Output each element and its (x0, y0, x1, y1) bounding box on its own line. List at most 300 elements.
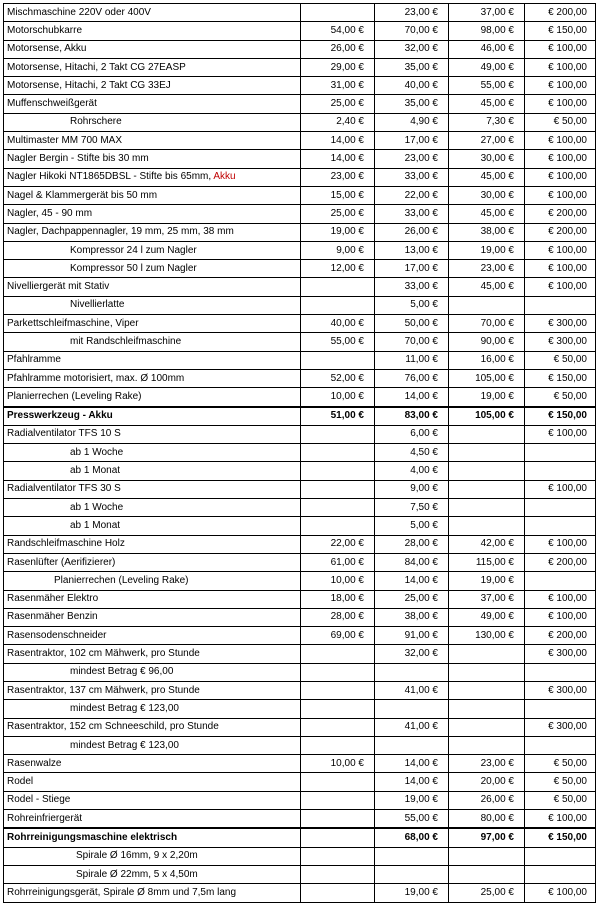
price-col1-cell (301, 369, 375, 387)
price-col1-cell (301, 462, 375, 480)
price-col1-cell (301, 865, 375, 883)
price-value: 26,00 € (404, 226, 438, 238)
item-name: Nivellierlatte (70, 299, 125, 311)
item-name: Motorsense, Hitachi, 2 Takt CG 33EJ (7, 79, 171, 91)
table-row (4, 223, 596, 241)
deposit-cell (525, 186, 596, 204)
price-value: 13,00 € (404, 244, 438, 256)
item-name-cell (4, 791, 301, 809)
price-col2-cell (375, 572, 449, 590)
price-value: € 200,00 (548, 207, 587, 219)
price-value: € 50,00 (553, 757, 587, 769)
item-name: Rodel - Stiege (7, 794, 71, 806)
table-row (4, 150, 596, 168)
price-value: 14,00 € (404, 757, 438, 769)
price-value: 130,00 € (475, 629, 514, 641)
price-value: 25,00 € (330, 207, 364, 219)
price-value: € 100,00 (548, 428, 587, 440)
item-name: Pfahlramme motorisiert, max. Ø 100mm (7, 372, 185, 384)
item-name: Nagler Hikoki NT1865DBSL - Stifte bis 65mm, (7, 171, 214, 183)
price-col3-cell (449, 333, 525, 351)
deposit-cell (525, 700, 596, 718)
price-col3-cell (449, 4, 525, 22)
table-row (4, 755, 596, 773)
price-col1-cell (301, 444, 375, 462)
price-col3-cell (449, 663, 525, 681)
price-value: 19,00 € (480, 390, 514, 402)
item-name: Motorsense, Hitachi, 2 Takt CG 27EASP (7, 61, 186, 73)
price-col1-cell (301, 480, 375, 498)
item-name-cell (4, 369, 301, 387)
price-col2-cell (375, 223, 449, 241)
item-name: Presswerkzeug - Akku (7, 410, 113, 422)
item-name-cell (4, 590, 301, 608)
price-col3-cell (449, 462, 525, 480)
item-name-cell (4, 681, 301, 699)
deposit-cell (525, 810, 596, 829)
item-name-cell (4, 22, 301, 40)
item-name: Rohrreinigungsmaschine elektrisch (7, 832, 178, 843)
item-name-cell (4, 168, 301, 186)
item-name: ab 1 Woche (70, 446, 124, 458)
price-value: 4,90 € (410, 116, 438, 128)
price-value: 19,00 € (404, 794, 438, 806)
deposit-cell (525, 535, 596, 553)
price-col1-cell (301, 791, 375, 809)
item-name-cell (4, 113, 301, 131)
price-value: 37,00 € (480, 6, 514, 18)
price-col2-cell (375, 205, 449, 223)
item-name-cell (4, 315, 301, 333)
price-col2-cell (375, 499, 449, 517)
price-value: 91,00 € (404, 629, 438, 641)
item-name: Kompressor 24 l zum Nagler (70, 244, 197, 256)
table-row (4, 315, 596, 333)
price-value: 29,00 € (330, 61, 364, 73)
item-name-cell (4, 480, 301, 498)
price-col3-cell (449, 40, 525, 58)
price-value: 22,00 € (404, 189, 438, 201)
table-row (4, 865, 596, 883)
deposit-cell (525, 4, 596, 22)
price-col1-cell (301, 168, 375, 186)
price-value: 4,00 € (410, 465, 438, 477)
price-col3-cell (449, 150, 525, 168)
deposit-cell (525, 150, 596, 168)
item-name: ab 1 Monat (70, 465, 121, 477)
table-row (4, 718, 596, 736)
price-col1-cell (301, 884, 375, 902)
table-row (4, 113, 596, 131)
table-row (4, 810, 596, 829)
price-value: 76,00 € (404, 372, 438, 384)
price-col2-cell (375, 58, 449, 76)
item-name-cell (4, 4, 301, 22)
deposit-cell (525, 590, 596, 608)
price-col1-cell (301, 40, 375, 58)
price-col3-cell (449, 847, 525, 865)
item-name: mit Randschleifmaschine (70, 335, 182, 347)
deposit-cell (525, 444, 596, 462)
price-value: 9,00 € (336, 244, 364, 256)
deposit-cell (525, 351, 596, 369)
price-col3-cell (449, 755, 525, 773)
price-value: 84,00 € (404, 556, 438, 568)
deposit-cell (525, 58, 596, 76)
price-value: 9,00 € (410, 483, 438, 495)
price-value: 105,00 € (475, 410, 514, 422)
table-row (4, 608, 596, 626)
price-col1-cell (301, 315, 375, 333)
deposit-cell (525, 205, 596, 223)
deposit-cell (525, 572, 596, 590)
price-col1-cell (301, 773, 375, 791)
price-col1-cell (301, 113, 375, 131)
price-col3-cell (449, 572, 525, 590)
price-value: 52,00 € (330, 372, 364, 384)
price-value: 25,00 € (480, 886, 514, 898)
price-value: 15,00 € (330, 189, 364, 201)
price-col1-cell (301, 278, 375, 296)
item-name-cell (4, 847, 301, 865)
item-name: Parkettschleifmaschine, Viper (7, 317, 139, 329)
deposit-cell (525, 333, 596, 351)
price-value: € 100,00 (548, 262, 587, 274)
table-row (4, 828, 596, 847)
price-value: € 100,00 (548, 43, 587, 55)
price-col1-cell (301, 333, 375, 351)
price-value: 12,00 € (330, 262, 364, 274)
price-value: € 100,00 (548, 812, 587, 824)
item-name-cell (4, 572, 301, 590)
price-value: 28,00 € (330, 611, 364, 623)
deposit-cell (525, 407, 596, 426)
price-value: € 150,00 (548, 410, 587, 422)
item-name-cell (4, 77, 301, 95)
item-name: Nagler Bergin - Stifte bis 30 mm (7, 153, 149, 165)
price-col2-cell (375, 388, 449, 407)
price-col2-cell (375, 755, 449, 773)
table-row (4, 517, 596, 535)
price-value: € 50,00 (553, 116, 587, 128)
price-value: € 100,00 (548, 98, 587, 110)
item-name: Radialventilator TFS 30 S (7, 483, 121, 495)
deposit-cell (525, 40, 596, 58)
price-value: 22,00 € (330, 538, 364, 550)
table-row (4, 296, 596, 314)
deposit-cell (525, 627, 596, 645)
item-name-cell (4, 260, 301, 278)
price-col3-cell (449, 791, 525, 809)
price-col2-cell (375, 333, 449, 351)
price-value: 90,00 € (480, 335, 514, 347)
price-col1-cell (301, 810, 375, 829)
deposit-cell (525, 22, 596, 40)
price-value: 45,00 € (480, 281, 514, 293)
price-value: 4,50 € (410, 446, 438, 458)
price-value: 23,00 € (404, 153, 438, 165)
price-value: € 200,00 (548, 629, 587, 641)
table-row (4, 168, 596, 186)
price-col3-cell (449, 205, 525, 223)
price-col2-cell (375, 132, 449, 150)
price-col1-cell (301, 517, 375, 535)
deposit-cell (525, 425, 596, 443)
price-col3-cell (449, 681, 525, 699)
table-row (4, 499, 596, 517)
price-value: € 200,00 (548, 6, 587, 18)
price-col3-cell (449, 407, 525, 426)
deposit-cell (525, 480, 596, 498)
price-col3-cell (449, 223, 525, 241)
price-col1-cell (301, 590, 375, 608)
deposit-cell (525, 223, 596, 241)
table-row (4, 186, 596, 204)
table-row (4, 480, 596, 498)
price-col2-cell (375, 535, 449, 553)
price-col2-cell (375, 351, 449, 369)
price-col3-cell (449, 369, 525, 387)
item-name-cell (4, 186, 301, 204)
price-col3-cell (449, 388, 525, 407)
table-row (4, 278, 596, 296)
price-col2-cell (375, 810, 449, 829)
table-row (4, 590, 596, 608)
price-value: 45,00 € (480, 207, 514, 219)
price-col3-cell (449, 132, 525, 150)
price-value: 35,00 € (404, 98, 438, 110)
price-value: 11,00 € (405, 354, 438, 366)
price-col3-cell (449, 627, 525, 645)
price-value: 37,00 € (480, 593, 514, 605)
deposit-cell (525, 388, 596, 407)
price-value: € 100,00 (548, 171, 587, 183)
price-col3-cell (449, 480, 525, 498)
item-name: ab 1 Woche (70, 501, 124, 513)
deposit-cell (525, 296, 596, 314)
price-value: 32,00 € (404, 648, 438, 660)
price-col2-cell (375, 681, 449, 699)
item-name: Rasentraktor, 102 cm Mähwerk, pro Stunde (7, 648, 200, 660)
price-col3-cell (449, 553, 525, 571)
highlight-text: Akku (213, 171, 236, 183)
deposit-cell (525, 260, 596, 278)
item-name-cell (4, 773, 301, 791)
price-value: 23,00 € (404, 6, 438, 18)
price-value: 40,00 € (404, 79, 438, 91)
table-row (4, 40, 596, 58)
price-col3-cell (449, 608, 525, 626)
price-value: 55,00 € (330, 335, 364, 347)
rental-price-table (3, 3, 596, 903)
item-name-cell (4, 627, 301, 645)
price-value: € 100,00 (548, 593, 587, 605)
item-name: Rasenwalze (7, 757, 62, 769)
table-row (4, 4, 596, 22)
item-name-cell (4, 425, 301, 443)
price-value: 61,00 € (330, 556, 364, 568)
price-value: 14,00 € (404, 390, 438, 402)
item-name: mindest Betrag € 96,00 (70, 666, 174, 678)
price-col1-cell (301, 736, 375, 754)
deposit-cell (525, 773, 596, 791)
table-row (4, 95, 596, 113)
price-value: 30,00 € (480, 153, 514, 165)
price-value: 41,00 € (404, 684, 438, 696)
price-col2-cell (375, 22, 449, 40)
item-name-cell (4, 388, 301, 407)
item-name: mindest Betrag € 123,00 (70, 702, 179, 714)
table-row (4, 681, 596, 699)
item-name: Nagler, 45 - 90 mm (7, 207, 93, 219)
price-value: € 100,00 (548, 611, 587, 623)
price-value: 20,00 € (480, 776, 514, 788)
price-value: 49,00 € (480, 61, 514, 73)
price-value: € 100,00 (548, 189, 587, 201)
price-table-body (4, 4, 596, 903)
deposit-cell (525, 681, 596, 699)
item-name-cell (4, 755, 301, 773)
price-col1-cell (301, 77, 375, 95)
price-value: 2,40 € (336, 116, 364, 128)
price-value: € 50,00 (553, 776, 587, 788)
price-col2-cell (375, 627, 449, 645)
item-name-cell (4, 40, 301, 58)
table-row (4, 205, 596, 223)
price-col3-cell (449, 278, 525, 296)
table-row (4, 627, 596, 645)
price-col2-cell (375, 241, 449, 259)
item-name-cell (4, 535, 301, 553)
price-col3-cell (449, 351, 525, 369)
item-name: Nagler, Dachpappennagler, 19 mm, 25 mm, 38 mm (7, 226, 234, 238)
item-name-cell (4, 553, 301, 571)
price-value: 19,00 € (480, 244, 514, 256)
item-name: Rohreinfriergerät (7, 812, 83, 824)
price-value: 33,00 € (404, 207, 438, 219)
table-row (4, 77, 596, 95)
price-value: 26,00 € (330, 43, 364, 55)
item-name: Rodel (7, 776, 34, 788)
deposit-cell (525, 499, 596, 517)
price-value: € 200,00 (548, 226, 587, 238)
price-col2-cell (375, 4, 449, 22)
price-col2-cell (375, 700, 449, 718)
item-name: Motorschubkarre (7, 24, 83, 36)
price-value: 38,00 € (404, 611, 438, 623)
deposit-cell (525, 369, 596, 387)
price-col1-cell (301, 223, 375, 241)
deposit-cell (525, 95, 596, 113)
price-col2-cell (375, 168, 449, 186)
price-value: 16,00 € (480, 354, 514, 366)
price-col2-cell (375, 773, 449, 791)
price-col1-cell (301, 663, 375, 681)
price-value: 23,00 € (480, 262, 514, 274)
deposit-cell (525, 315, 596, 333)
price-col2-cell (375, 480, 449, 498)
table-row (4, 884, 596, 902)
item-name-cell (4, 517, 301, 535)
price-col2-cell (375, 736, 449, 754)
item-name-cell (4, 241, 301, 259)
deposit-cell (525, 462, 596, 480)
price-col2-cell (375, 260, 449, 278)
deposit-cell (525, 791, 596, 809)
price-col1-cell (301, 608, 375, 626)
price-value: 19,00 € (330, 226, 364, 238)
table-row (4, 791, 596, 809)
item-name: Rasensodenschneider (7, 629, 107, 641)
price-col3-cell (449, 425, 525, 443)
price-col2-cell (375, 718, 449, 736)
price-col1-cell (301, 4, 375, 22)
price-value: € 150,00 (548, 372, 587, 384)
price-col1-cell (301, 205, 375, 223)
item-name: Spirale Ø 16mm, 9 x 2,20m (76, 850, 198, 862)
table-row (4, 572, 596, 590)
price-col1-cell (301, 425, 375, 443)
price-col1-cell (301, 681, 375, 699)
table-row (4, 241, 596, 259)
price-col2-cell (375, 369, 449, 387)
price-value: 41,00 € (404, 721, 438, 733)
item-name-cell (4, 132, 301, 150)
price-value: 33,00 € (404, 281, 438, 293)
item-name-cell (4, 58, 301, 76)
price-value: 28,00 € (404, 538, 438, 550)
item-name: ab 1 Monat (70, 519, 121, 531)
price-value: 69,00 € (330, 629, 364, 641)
table-row (4, 553, 596, 571)
price-col1-cell (301, 407, 375, 426)
deposit-cell (525, 113, 596, 131)
item-name: Randschleifmaschine Holz (7, 538, 125, 550)
price-value: 40,00 € (330, 317, 364, 329)
price-col2-cell (375, 462, 449, 480)
price-col3-cell (449, 517, 525, 535)
price-col3-cell (449, 186, 525, 204)
price-col3-cell (449, 535, 525, 553)
price-value: 5,00 € (410, 519, 438, 531)
price-col1-cell (301, 700, 375, 718)
item-name-cell (4, 95, 301, 113)
deposit-cell (525, 847, 596, 865)
price-value: 10,00 € (330, 390, 364, 402)
price-value: 38,00 € (480, 226, 514, 238)
table-row (4, 736, 596, 754)
price-value: 23,00 € (330, 171, 364, 183)
price-value: 31,00 € (330, 79, 364, 91)
item-name: Mischmaschine 220V oder 400V (7, 6, 151, 18)
deposit-cell (525, 736, 596, 754)
price-col3-cell (449, 865, 525, 883)
price-col1-cell (301, 828, 375, 847)
price-col1-cell (301, 150, 375, 168)
price-value: 80,00 € (480, 812, 514, 824)
deposit-cell (525, 241, 596, 259)
item-name-cell (4, 718, 301, 736)
price-value: € 100,00 (548, 134, 587, 146)
deposit-cell (525, 663, 596, 681)
table-row (4, 22, 596, 40)
price-value: 45,00 € (480, 98, 514, 110)
price-col3-cell (449, 22, 525, 40)
table-row (4, 369, 596, 387)
table-row (4, 351, 596, 369)
price-value: 55,00 € (404, 812, 438, 824)
price-col3-cell (449, 736, 525, 754)
